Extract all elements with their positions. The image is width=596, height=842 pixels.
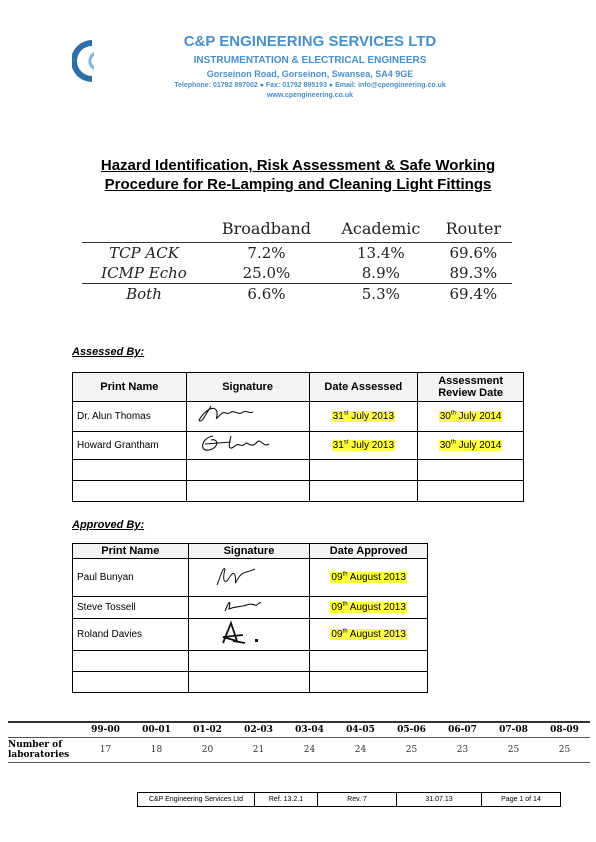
stats-header-blank — [82, 215, 206, 243]
date-approved: 09th August 2013 — [310, 597, 428, 619]
table-row — [73, 672, 428, 693]
approved-table — [72, 543, 428, 693]
date-assessed: 31st July 2013 — [309, 432, 418, 460]
signature-image — [193, 561, 273, 591]
table-row — [73, 402, 524, 432]
header-signature: Signature — [188, 544, 310, 559]
year-header: 07-08 — [488, 722, 539, 738]
year-header: 00-01 — [131, 722, 182, 738]
year-header: 04-05 — [335, 722, 386, 738]
header-signature: Signature — [186, 373, 309, 402]
table-row — [73, 559, 428, 597]
company-subtitle: INSTRUMENTATION & ELECTRICAL ENGINEERS — [193, 55, 427, 66]
laboratories-table — [8, 721, 590, 763]
lab-count: 25 — [558, 745, 571, 755]
title-line-1: Hazard Identification, Risk Assessment & Safe Working — [100, 157, 496, 174]
table-row — [73, 481, 524, 502]
signature-image — [191, 432, 281, 456]
header-review-date: Assessment Review Date — [418, 373, 524, 402]
labs-row-label: Number of laboratories — [8, 740, 70, 760]
footer-company: C&P Engineering Services Ltd — [138, 793, 255, 807]
signature-cell — [188, 559, 310, 597]
table-row — [73, 651, 428, 672]
lab-count: 23 — [456, 745, 469, 755]
stats-cell: 89.3% — [449, 264, 498, 282]
stats-row-label: ICMP Echo — [101, 264, 187, 282]
lab-count: 18 — [150, 745, 163, 755]
company-address: Gorseinon Road, Gorseinon, Swansea, SA4 9GE — [206, 69, 414, 79]
signature-cell — [186, 432, 309, 460]
lab-count: 25 — [405, 745, 418, 755]
stats-row — [82, 284, 512, 305]
stats-row — [82, 263, 512, 284]
footer-date: 31.07.13 — [397, 793, 482, 807]
assessed-table — [72, 372, 524, 502]
assessor-name: Howard Grantham — [73, 432, 187, 460]
assessed-header-row — [73, 373, 524, 402]
stats-cell: 13.4% — [356, 244, 405, 262]
approver-name: Paul Bunyan — [73, 559, 189, 597]
year-header: 03-04 — [284, 722, 335, 738]
lab-count: 24 — [354, 745, 367, 755]
lab-count: 21 — [252, 745, 265, 755]
stats-header-router: Router — [445, 219, 502, 238]
lab-count: 24 — [303, 745, 316, 755]
stats-header-broadband: Broadband — [221, 219, 312, 238]
document-title — [60, 156, 536, 194]
company-contact: Telephone: 01792 897002 ● Fax: 01792 895193 ● Email: info@cpengineering.co.uk — [174, 82, 446, 89]
assessor-name: Dr. Alun Thomas — [73, 402, 187, 432]
stats-cell: 69.4% — [449, 285, 498, 303]
assessed-by-label: Assessed By: — [72, 346, 145, 358]
stats-row-label: Both — [126, 285, 162, 303]
footer-rev: Rev. 7 — [318, 793, 397, 807]
table-row — [73, 597, 428, 619]
table-row — [73, 619, 428, 651]
stats-cell: 8.9% — [361, 264, 400, 282]
date-assessed: 31st July 2013 — [309, 402, 418, 432]
header-print-name: Print Name — [73, 373, 187, 402]
header-date-approved: Date Approved — [310, 544, 428, 559]
stats-cell: 6.6% — [247, 285, 286, 303]
signature-image — [193, 619, 273, 647]
lab-count: 25 — [507, 745, 520, 755]
year-header: 01-02 — [182, 722, 233, 738]
stats-cell: 5.3% — [361, 285, 400, 303]
year-header: 05-06 — [386, 722, 437, 738]
lab-count: 20 — [201, 745, 214, 755]
date-approved: 09th August 2013 — [310, 559, 428, 597]
header-date-assessed: Date Assessed — [309, 373, 418, 402]
table-row — [73, 460, 524, 481]
page-footer — [137, 792, 561, 807]
approved-by-label: Approved By: — [72, 519, 145, 531]
company-website[interactable]: www.cpengineering.co.uk — [266, 92, 354, 99]
date-approved: 09th August 2013 — [310, 619, 428, 651]
stats-header-row — [82, 215, 512, 243]
signature-cell — [188, 619, 310, 651]
stats-row — [82, 243, 512, 264]
stats-cell: 69.6% — [449, 244, 498, 262]
approved-header-row — [73, 544, 428, 559]
footer-ref: Ref. 13.2.1 — [255, 793, 318, 807]
signature-cell — [186, 402, 309, 432]
signature-image — [193, 597, 273, 615]
year-header: 06-07 — [437, 722, 488, 738]
year-header: 02-03 — [233, 722, 284, 738]
year-header: 08-09 — [539, 722, 590, 738]
signature-cell — [188, 597, 310, 619]
approver-name: Roland Davies — [73, 619, 189, 651]
labs-data-row — [8, 738, 590, 763]
review-date: 30th July 2014 — [418, 402, 524, 432]
stats-row-label: TCP ACK — [109, 244, 179, 262]
year-header: 99-00 — [80, 722, 131, 738]
company-name: C&P ENGINEERING SERVICES LTD — [183, 33, 437, 50]
lab-count: 17 — [99, 745, 112, 755]
table-row — [73, 432, 524, 460]
stats-cell: 7.2% — [247, 244, 286, 262]
review-date: 30th July 2014 — [418, 432, 524, 460]
labs-header-row — [8, 722, 590, 738]
stats-table — [82, 215, 512, 304]
footer-page-number: Page 1 of 14 — [482, 793, 561, 807]
title-line-2: Procedure for Re-Lamping and Cleaning Light Fittings — [104, 176, 492, 193]
stats-header-academic: Academic — [341, 219, 421, 238]
company-logo — [72, 38, 98, 84]
stats-cell: 25.0% — [242, 264, 291, 282]
approver-name: Steve Tossell — [73, 597, 189, 619]
header-print-name: Print Name — [73, 544, 189, 559]
signature-image — [191, 402, 271, 428]
